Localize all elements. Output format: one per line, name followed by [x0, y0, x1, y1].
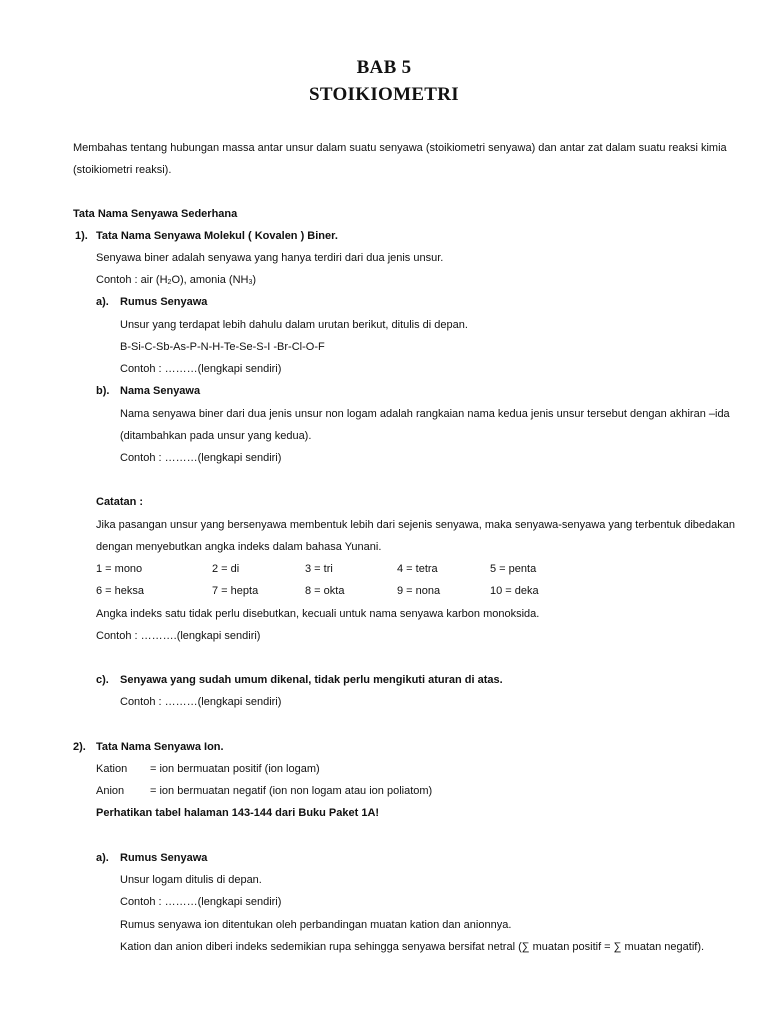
prefix-item: 6 = heksa: [96, 585, 145, 597]
subsection-1b-example: Contoh : ………(lengkapi sendiri): [120, 452, 282, 464]
subsection-c-label: c).: [96, 674, 109, 686]
reference-note: Perhatikan tabel halaman 143-144 dari Buku Paket 1A!: [96, 807, 380, 819]
subsection-2a-example: Contoh : ………(lengkapi sendiri): [120, 896, 282, 908]
anion-label: Anion: [96, 785, 125, 797]
kation-label: Kation: [96, 763, 128, 775]
subsection-2a-line-2: Rumus senyawa ion ditentukan oleh perbandingan muatan kation dan anionnya.: [120, 919, 512, 931]
subsection-1a-desc: Unsur yang terdapat lebih dahulu dalam urutan berikut, ditulis di depan.: [120, 319, 468, 331]
catatan-note: Angka indeks satu tidak perlu disebutkan, kecuali untuk nama senyawa karbon monoksida.: [96, 608, 540, 620]
subsection-1b-title: Nama Senyawa: [120, 385, 201, 397]
subsection-1a-title: Rumus Senyawa: [120, 296, 208, 308]
subsection-1b-desc-2: (ditambahkan pada unsur yang kedua).: [120, 430, 312, 442]
subsection-1b-label: b).: [96, 385, 110, 397]
anion-definition: = ion bermuatan negatif (ion non logam atau ion poliatom): [150, 785, 433, 797]
section-2-number: 2).: [73, 741, 86, 753]
catatan-line-1: Jika pasangan unsur yang bersenyawa membentuk lebih dari sejenis senyawa, maka senyawa-senyawa yang terbentuk dibedakan: [96, 519, 735, 531]
element-order: B-Si-C-Sb-As-P-N-H-Te-Se-S-I -Br-Cl-O-F: [120, 341, 325, 353]
intro-line-1: Membahas tentang hubungan massa antar unsur dalam suatu senyawa (stoikiometri senyawa) dan antar zat dalam suatu reaksi kimia: [73, 142, 727, 154]
section-1-desc: Senyawa biner adalah senyawa yang hanya terdiri dari dua jenis unsur.: [96, 252, 444, 264]
catatan-title: Catatan :: [96, 496, 144, 508]
subsection-2a-line-1: Unsur logam ditulis di depan.: [120, 874, 262, 886]
subsection-c-example: Contoh : ………(lengkapi sendiri): [120, 696, 282, 708]
subsection-2a-line-3: Kation dan anion diberi indeks sedemikian rupa sehingga senyawa bersifat netral (∑ muatan positif = ∑ muatan negatif).: [120, 941, 705, 953]
chapter-heading: BAB 5: [356, 57, 412, 78]
prefix-item: 8 = okta: [305, 585, 345, 597]
subsection-1a-example: Contoh : ………(lengkapi sendiri): [120, 363, 282, 375]
section-1-title: Tata Nama Senyawa Molekul ( Kovalen ) Biner.: [96, 230, 338, 242]
catatan-line-2: dengan menyebutkan angka indeks dalam bahasa Yunani.: [96, 541, 382, 553]
prefix-item: 4 = tetra: [397, 563, 438, 575]
subsection-2a-title: Rumus Senyawa: [120, 852, 208, 864]
subsection-c-title: Senyawa yang sudah umum dikenal, tidak perlu mengikuti aturan di atas.: [120, 674, 503, 686]
section-heading: Tata Nama Senyawa Sederhana: [73, 208, 238, 220]
section-1-example: Contoh : air $(H_2O)$, amonia $(NH_3)$: [96, 274, 257, 286]
prefix-item: 2 = di: [212, 563, 240, 575]
subsection-1a-label: a).: [96, 296, 109, 308]
section-2-title: Tata Nama Senyawa Ion.: [96, 741, 224, 753]
prefix-item: 3 = tri: [305, 563, 333, 575]
subsection-1b-desc-1: Nama senyawa biner dari dua jenis unsur non logam adalah rangkaian nama kedua jenis unsur tersebut dengan akhiran –ida: [120, 408, 730, 420]
prefix-item: 7 = hepta: [212, 585, 259, 597]
subsection-2a-label: a).: [96, 852, 109, 864]
intro-line-2: (stoikiometri reaksi).: [73, 164, 172, 176]
prefix-item: 10 = deka: [490, 585, 539, 597]
chapter-title: STOIKIOMETRI: [308, 84, 459, 105]
prefix-item: 1 = mono: [96, 563, 143, 575]
prefix-item: 5 = penta: [490, 563, 537, 575]
section-1-number: 1).: [75, 230, 88, 242]
catatan-example: Contoh : ……….(lengkapi sendiri): [96, 630, 261, 642]
prefix-item: 9 = nona: [397, 585, 441, 597]
kation-definition: = ion bermuatan positif (ion logam): [150, 763, 320, 775]
